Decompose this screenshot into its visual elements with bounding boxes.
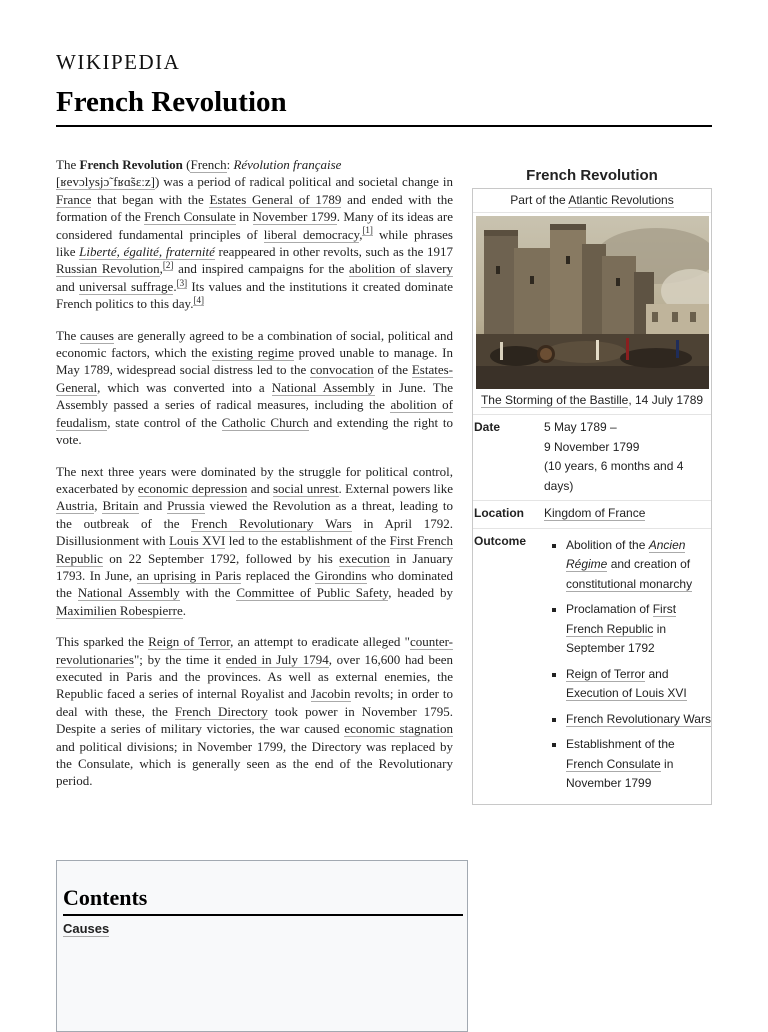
outcome-item: ▪ Establishment of the French Consulate in November 1799 [566, 735, 711, 794]
citation-1[interactable]: [1] [362, 225, 373, 236]
link-liberal-democracy[interactable]: liberal democracy [263, 226, 360, 242]
outcome-item: ▪ Abolition of the Ancien Régime and creation of constitutional monarchy [566, 536, 711, 595]
intro-paragraph-4: This sparked the Reign of Terror, an attempt to eradicate alleged "counter-revolutionaries"; by the time it ended in July 1794, over 16,600 had been executed in Paris and the provinces. As well as external enemies, the Republic faced a series of internal Royalist and Jacobin revolts; in order to deal with these, the French Directory took power in November 1795. Despite a series of military victories, the war caused economic stagnation and political divisions; in November 1799, the Directory was replaced by the Consulate, which is generally seen as the end of the Revolutionary period. [56, 634, 454, 789]
infobox-location-row [473, 500, 711, 528]
link-french-consulate-infobox[interactable]: French Consulate [566, 756, 661, 771]
title-divider [56, 125, 712, 127]
outcome-label: Outcome [474, 533, 527, 548]
subject-bold: French Revolution [79, 157, 183, 172]
citation-4[interactable]: [4] [193, 294, 204, 305]
link-estates-general-1789[interactable]: Estates General of 1789 [209, 191, 342, 207]
link-prussia[interactable]: Prussia [167, 498, 205, 514]
link-existing-regime[interactable]: existing regime [211, 345, 294, 361]
outcome-list [544, 536, 711, 794]
outcome-item: ▪ Reign of Terror and Execution of Louis XVI [566, 665, 711, 704]
link-estates-general[interactable]: Estates-General [56, 362, 453, 395]
link-french-revolutionary-wars-infobox[interactable]: French Revolutionary Wars [566, 711, 711, 726]
link-abolition-of-feudalism[interactable]: abolition of feudalism [56, 397, 454, 430]
link-first-french-republic[interactable]: First French Republic [56, 533, 454, 566]
infobox-table [472, 188, 712, 805]
link-execution-of-louis-xvi[interactable]: Execution of Louis XVI [566, 686, 687, 700]
link-liberte-egalite-fraternite[interactable]: Liberté, égalité, fraternité [79, 244, 215, 260]
link-reign-of-terror[interactable]: Reign of Terror [148, 634, 231, 650]
link-french[interactable]: French [190, 157, 227, 172]
link-russian-revolution[interactable]: Russian Revolution [56, 261, 160, 277]
link-first-french-republic-infobox[interactable]: First French Republic [566, 602, 677, 636]
infobox [472, 164, 712, 805]
intro-paragraph-2: The causes are generally agreed to be a combination of social, political and economic factors, which the existing regime proved unable to manage. In May 1789, widespread social distress led to the convocation of the Estates-General, which was converted into a National Assembly in June. The Assembly passed a series of radical measures, including the abolition of feudalism, state control of the Catholic Church and extending the right to vote. [56, 327, 454, 448]
link-causes[interactable]: causes [79, 327, 114, 343]
link-committee-of-public-safety[interactable]: Committee of Public Safety [236, 585, 389, 601]
link-uprising-in-paris[interactable]: an uprising in Paris [136, 567, 242, 583]
outcome-item [566, 710, 711, 730]
link-french-directory[interactable]: French Directory [174, 703, 268, 719]
ipa-pronunciation[interactable]: [ʁevɔlysjɔ̃ fʁɑ̃sɛːz] [56, 174, 155, 190]
link-national-assembly-2[interactable]: National Assembly [77, 585, 180, 601]
link-girondins[interactable]: Girondins [314, 567, 367, 583]
link-execution[interactable]: execution [339, 550, 390, 566]
link-counter-revolutionaries[interactable]: counter-revolutionaries [56, 634, 454, 667]
link-britain[interactable]: Britain [102, 498, 139, 514]
infobox-title: French Revolution [526, 167, 658, 184]
infobox-image-caption: The Storming of the Bastille, 14 July 1789 [480, 393, 704, 407]
outcome-item: ▪ Proclamation of First French Republic in September 1792 [566, 600, 711, 659]
toc-title: Contents [63, 885, 148, 910]
article-body [56, 156, 453, 804]
intro-paragraph-3: The next three years were dominated by the struggle for political control, exacerbated by economic depression and social unrest. External powers like Austria, Britain and Prussia viewed the Revolution as a threat, leading to the outbreak of the French Revolutionary Wars in April 1792. Disillusionment with Louis XVI led to the establishment of the First French Republic on 22 September 1792, followed by his execution in January 1793. In June, an uprising in Paris replaced the Girondins who dominated the National Assembly with the Committee of Public Safety, headed by Maximilien Robespierre. [56, 463, 454, 618]
toc-divider [63, 914, 463, 916]
link-france[interactable]: France [56, 191, 92, 207]
link-ended-july-1794[interactable]: ended in July 1794 [225, 651, 329, 667]
link-storming-of-the-bastille[interactable]: The Storming of the Bastille [480, 393, 629, 407]
link-economic-stagnation[interactable]: economic stagnation [344, 721, 454, 737]
link-national-assembly[interactable]: National Assembly [271, 379, 375, 395]
link-convocation[interactable]: convocation [310, 362, 374, 378]
link-kingdom-of-france[interactable]: Kingdom of France [544, 506, 646, 520]
link-maximilien-robespierre[interactable]: Maximilien Robespierre [56, 602, 183, 618]
link-reign-of-terror-infobox[interactable]: Reign of Terror [566, 666, 646, 681]
link-abolition-of-slavery[interactable]: abolition of slavery [348, 261, 453, 277]
link-jacobin[interactable]: Jacobin [310, 686, 351, 702]
citation-2[interactable]: [2] [162, 260, 174, 271]
link-ancien-regime[interactable]: Ancien Régime [566, 537, 686, 571]
date-label: Date [474, 420, 501, 434]
citation-3[interactable]: [3] [176, 277, 188, 288]
toc-item-causes[interactable]: Causes [63, 921, 110, 936]
location-label: Location [474, 506, 524, 520]
infobox-part-of: Part of the Atlantic Revolutions [473, 189, 711, 213]
link-atlantic-revolutions[interactable]: Atlantic Revolutions [568, 193, 674, 207]
french-name: Révolution française [233, 157, 342, 172]
link-constitutional-monarchy[interactable]: constitutional monarchy [566, 576, 693, 591]
link-austria[interactable]: Austria [56, 498, 95, 514]
wikipedia-wordmark[interactable]: WIKIPEDIA [56, 50, 181, 74]
intro-paragraph-1: The French Revolution (French: Révolution française [ʁevɔlysjɔ̃ fʁɑ̃sɛːz]) was a period of radical political and societal change in France that began with the Estates General of 1789 and ended with the formation of the French Consulate in November 1799. Many of its ideas are considered fundamental principles of liberal democracy,[1] while phrases like Liberté, égalité, fraternité reappeared in other revolts, such as the 1917 Russian Revolution,[2] and inspired campaigns for the abolition of slavery and universal suffrage.[3] Its values and the institutions it created dominate French politics to this day.[4] [56, 157, 453, 312]
date-value: 5 May 1789 – 9 November 1799 (10 years, 6 months and 4 days) [544, 420, 684, 493]
link-french-revolutionary-wars[interactable]: French Revolutionary Wars [191, 515, 352, 531]
page-title: French Revolution [56, 86, 287, 118]
link-economic-depression[interactable]: economic depression [137, 480, 248, 496]
link-social-unrest[interactable]: social unrest [273, 480, 339, 496]
link-french-consulate[interactable]: French Consulate [144, 209, 236, 225]
table-of-contents [56, 860, 468, 1032]
infobox-date-row [473, 414, 711, 500]
link-louis-xvi[interactable]: Louis XVI [169, 533, 226, 549]
link-universal-suffrage[interactable]: universal suffrage [79, 278, 174, 294]
infobox-outcome-row [473, 528, 711, 804]
storming-of-bastille-painting[interactable] [476, 216, 709, 389]
link-november-1799[interactable]: November 1799 [252, 209, 337, 225]
link-catholic-church[interactable]: Catholic Church [221, 414, 309, 430]
